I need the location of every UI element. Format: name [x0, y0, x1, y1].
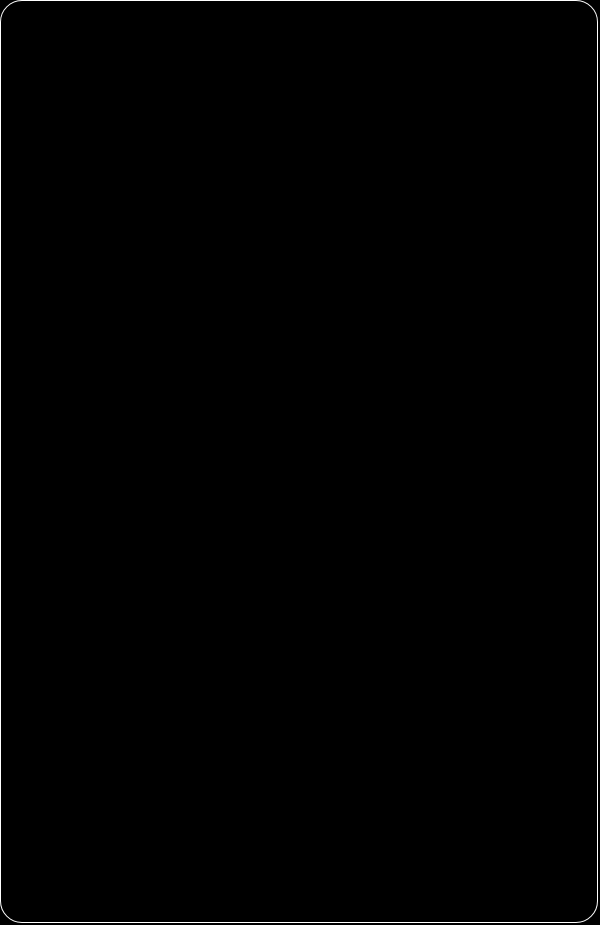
signature-line-for-1[interactable]: [35, 508, 215, 509]
witness-paragraph: IN WITNESS WHEREOF, the PARTIES hereto have caused this Agreement to be executed by their duly authorized representatives as of the dates below.: [35, 455, 562, 481]
dispute-text-b: . The PARTIES agree to share equally the costs of the mediation. In case the PARTIES are unable to resolve the dispute in mediation they agree to submit the dispute to: [35, 336, 562, 375]
arbitration-rules-blank: [361, 377, 401, 388]
footnote: [35, 712, 562, 738]
signature-row-2: [35, 529, 562, 559]
article-12-heading: ARTICLE 12. DISPUTE RESOLUTION: [35, 295, 214, 306]
court-decision: court decision: [69, 419, 142, 431]
intro-line: any claim by a third party against LICENSEE.: [35, 63, 249, 75]
footnote-text: This means that the LICENSOR shall be the first party to which a worldwide exclusive license is offered. Only after the LICENSOR has refused from such a license may the LICENSEE offer the license to others.: [54, 713, 562, 737]
footnote-number: 2: [35, 713, 41, 724]
mediation-rules-blank-2: [433, 334, 489, 345]
applicable-law-text: This agreement shall be governed by and construed according to the laws of: [35, 157, 397, 170]
dispute-text-a: In the event a dispute shall arise between the PARTIES to this Agreement, the PARTIES agree to participate in at least four (4) hours mediation in accordance with the mediation rules of: [35, 320, 562, 348]
arbitration-optional: , [optional] and the judgment upon the award rendered by the Arbitrator(s) may be entered into any court having judgment thereof.: [69, 378, 562, 404]
applicable-law-paragraph: [35, 158, 562, 172]
article-11-heading: ARTICLE 11. VALIDITY: [35, 200, 144, 211]
validity-paragraph: If any of the provisions of this Agreement are held to be invalid or unenforceable, the PARTIES will attempt to replace them with new provisions, which have the same force and effect and the remaining provisions shall not be affected.: [35, 225, 562, 265]
dispute-options-list: [35, 377, 562, 433]
for-label-1: For: [35, 510, 51, 523]
arbitration-lead: final and binding arbitration under the arbitration rules of: [69, 378, 358, 391]
list-item: [52, 419, 562, 433]
signature-line-for-2[interactable]: [35, 538, 241, 539]
arbitration-costs: The PARTIES agree to share equally the costs of the arbitration.: [69, 392, 562, 418]
signature-line-date-1[interactable]: [343, 508, 479, 509]
for-label-2: For: [35, 540, 51, 553]
list-marker: b): [52, 419, 62, 431]
mediation-rules-blank: [392, 334, 430, 345]
warranty-paragraph: [35, 90, 562, 104]
list-marker: a): [52, 376, 62, 389]
warranty-text-after: and that it has the right to grant licenses.: [354, 89, 548, 102]
signature-row-1: [35, 499, 562, 529]
warranty-text-before: LICENSOR warrants that it is the sole owner of the: [35, 89, 277, 102]
article-10-heading: ARTICLE 10. APPLICABLE LAW: [35, 132, 187, 143]
date-label-2: Date: [343, 540, 366, 553]
date-label-1: Date: [343, 510, 366, 523]
ip-description-field: (describe the IP): [276, 89, 355, 102]
dispute-paragraph: [35, 321, 562, 377]
jurisdiction-field: country or state: [396, 157, 470, 170]
applicable-law-period: .: [469, 157, 473, 170]
signature-line-date-2[interactable]: [343, 538, 493, 539]
document-body: [35, 63, 562, 559]
list-item: [52, 377, 562, 420]
